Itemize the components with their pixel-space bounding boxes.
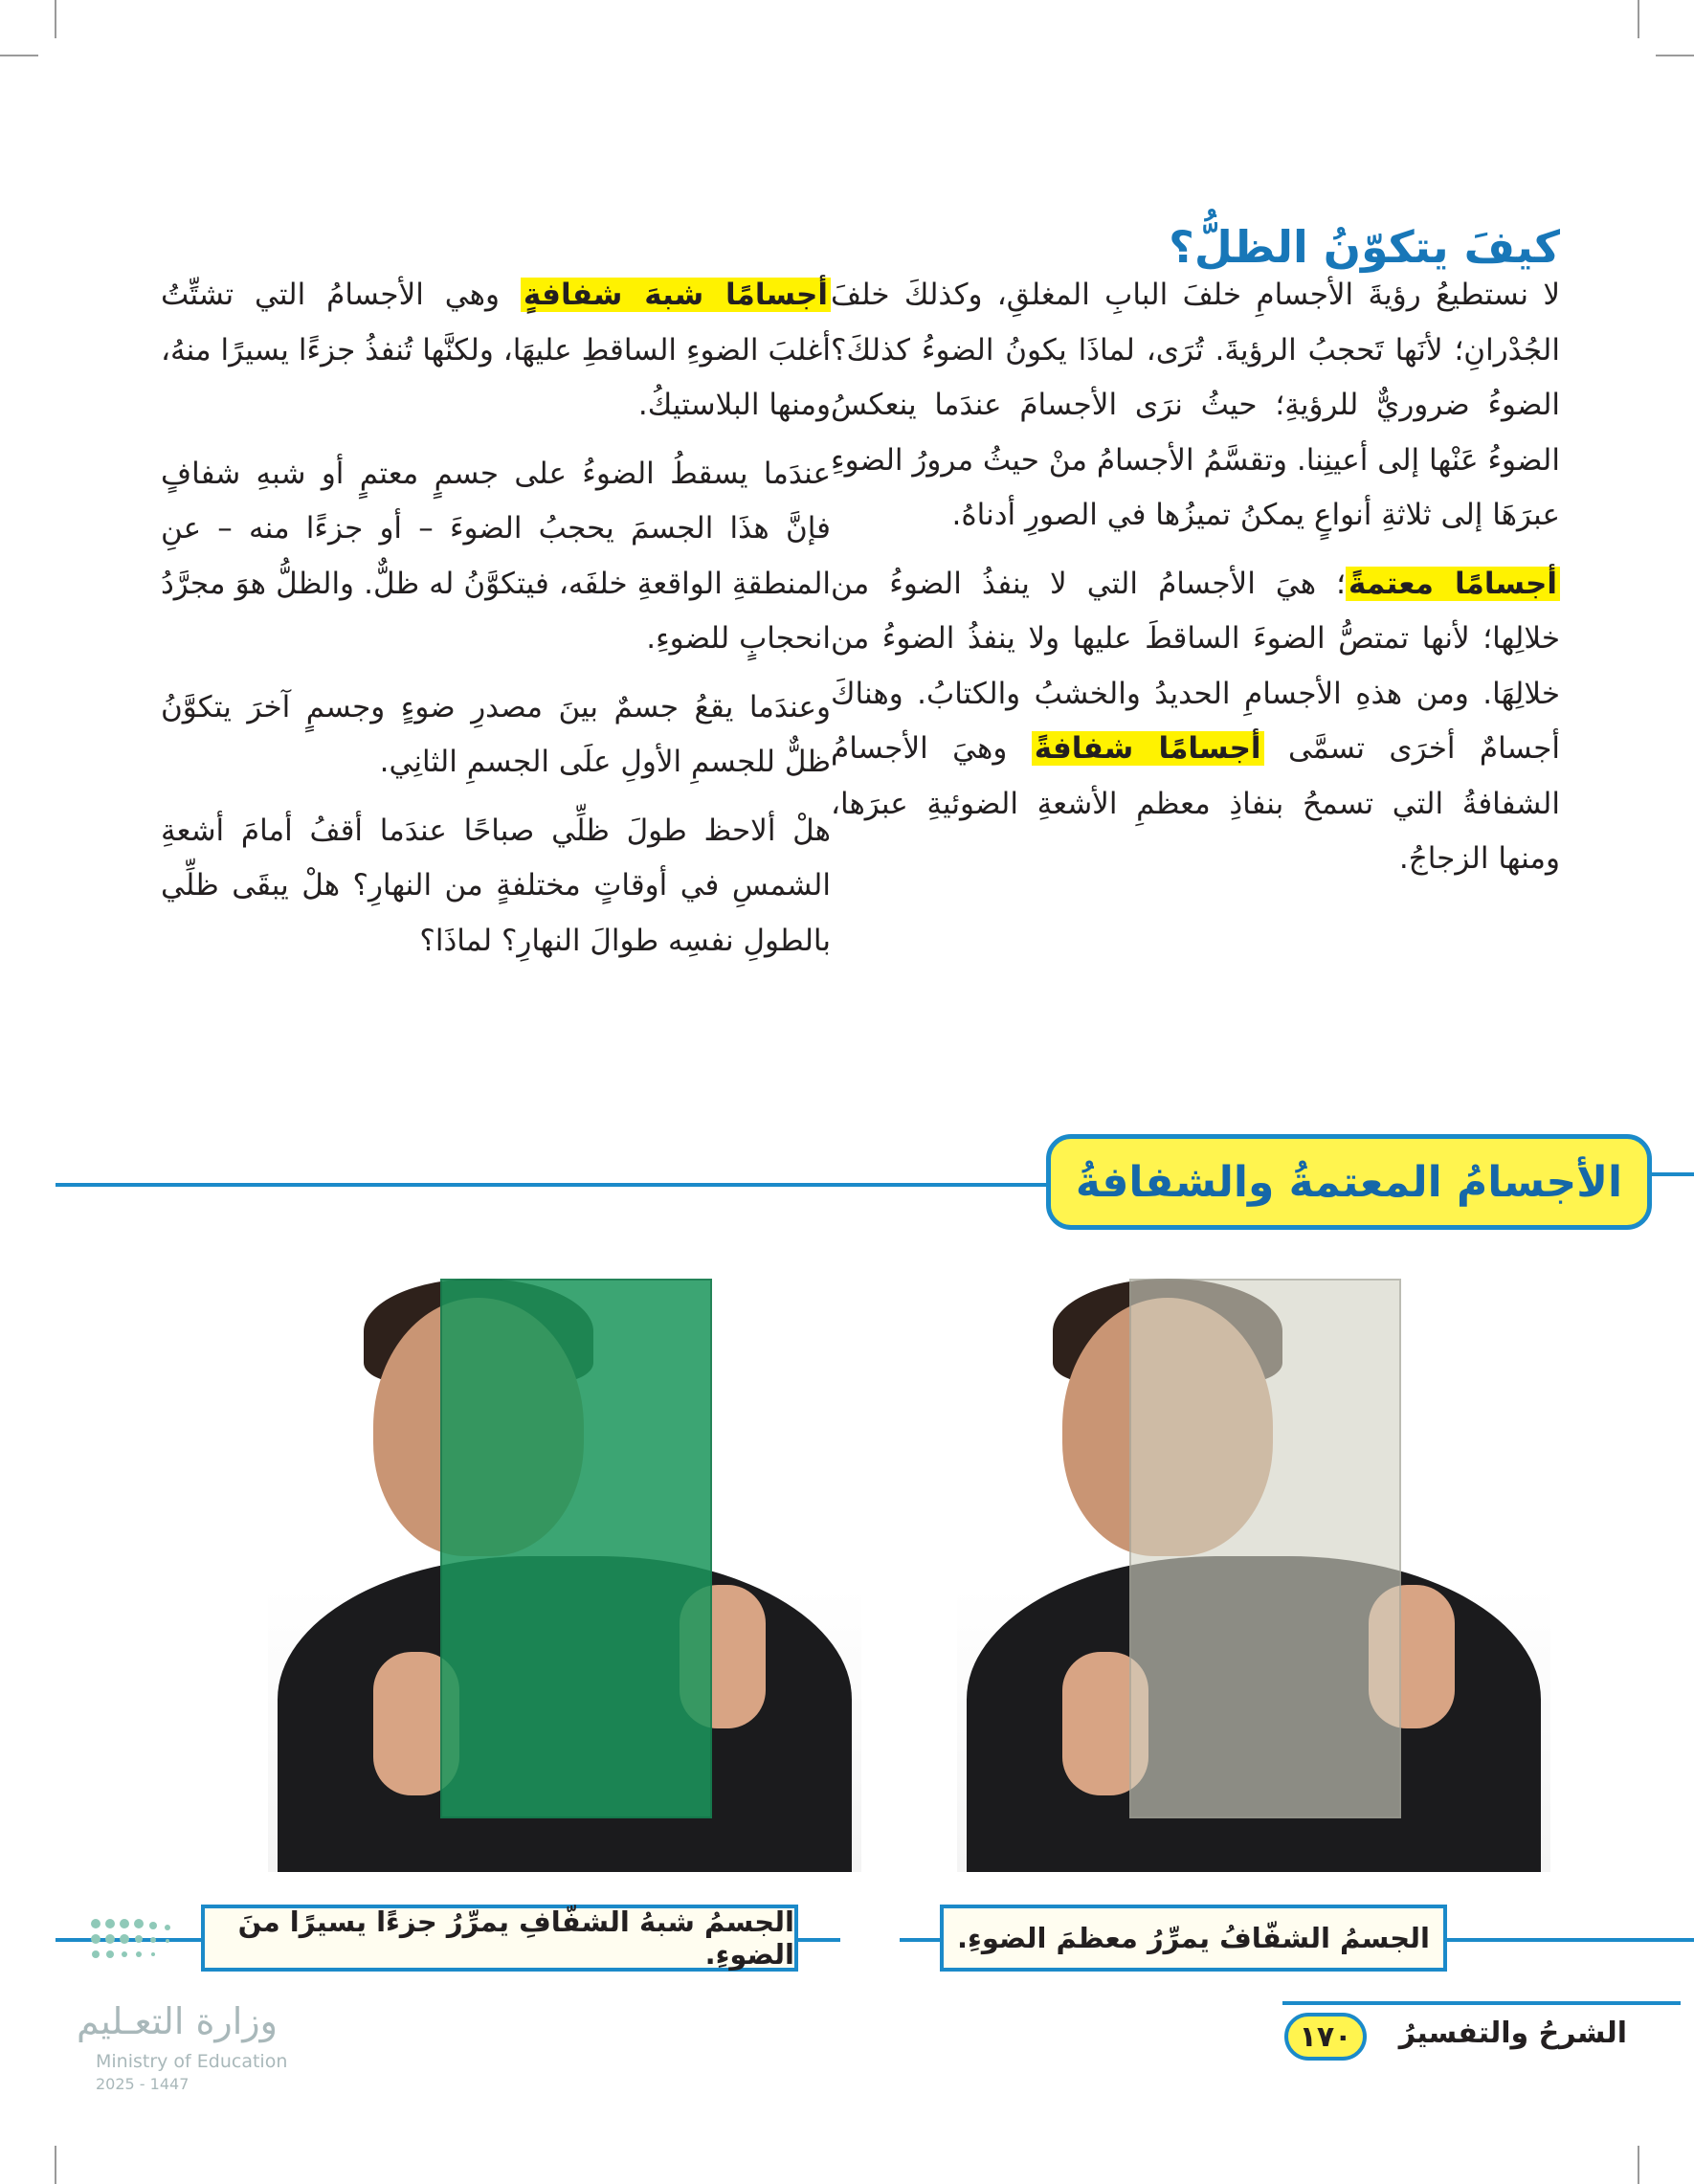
- translucent-sheet: [440, 1279, 712, 1818]
- caption-transparent: [940, 1905, 1447, 1972]
- ministry-logo-dots: [86, 1914, 191, 1962]
- crop-mark: [55, 2146, 56, 2184]
- crop-mark: [1638, 0, 1639, 38]
- term-translucent: أجسامًا شبهَ شفافةٍ: [521, 278, 831, 312]
- term-transparent: أجسامًا شفافةً: [1032, 731, 1264, 766]
- paragraph-question: هلْ ألاحظ طولَ ظلِّي صباحًا عندَما أقفُ أمامَ أشعةِ الشمسِ في أوقاتٍ مختلفةٍ من النهارِ؟ هلْ يبقَى ظلِّي بالطولِ نفسِه طوالَ النهارِ؟ لماذَا؟: [161, 813, 831, 958]
- right-text-column: [831, 268, 1560, 901]
- band-title-text: الأجسامُ المعتمةُ والشفافةُ: [1075, 1157, 1623, 1207]
- caption-translucent: [201, 1905, 798, 1972]
- ministry-year: 2025 - 1447: [96, 2075, 189, 2093]
- caption-translucent-text: الجسمُ شبهُ الشفّافِ يمرِّرُ جزءًا يسيرًا منَ الضوءِ.: [237, 1905, 794, 1971]
- photo-translucent-sheet: [268, 1240, 861, 1872]
- term-opaque: أجسامًا معتمةً: [1346, 567, 1560, 601]
- transparent-sheet: [1129, 1279, 1401, 1818]
- left-text-column: [161, 268, 831, 982]
- paragraph-translucent: [161, 268, 831, 434]
- photo-transparent-sheet: [957, 1240, 1550, 1872]
- band-title: [1046, 1134, 1652, 1230]
- crop-mark: [0, 55, 38, 56]
- paragraph-shadow-object: وعندَما يقعُ جسمٌ بينَ مصدرِ ضوءٍ وجسمٍ آخرَ يتكوَّنُ ظلٌّ للجسمِ الأولِ علَى الجسمِ الثانِي.: [161, 689, 831, 779]
- band-rule: [56, 1183, 1084, 1187]
- ministry-name-arabic: وزارة التعـليم: [77, 2000, 279, 2042]
- paragraph-transparent-text: وهيَ الأجسامُ الشفافةُ التي تسمحُ بنفاذِ معظمِ الأشعةِ الضوئيةِ عبرَها، ومنها الزجاجُ.: [831, 731, 1560, 876]
- page-number: ١٧٠: [1284, 2013, 1367, 2061]
- paragraph-intro: لا نستطيعُ رؤيةَ الأجسامِ خلفَ البابِ المغلقِ، وكذلكَ خلفَ الجُدْرانِ؛ لأنَها تَحجبُ الرؤيةَ. تُرَى، لماذَا يكونُ الضوءُ كذلكَ؟ الضوءُ ضروريٌّ للرؤيةِ؛ حيثُ نرَى الأجسامَ عندَما ينعكسُ الضوءُ عَنْها إلى أعينِنا. وتقسَّمُ الأجسامُ منْ حيثُ مرورُ الضوءِ عبرَهَا إلى ثلاثةِ أنواعٍ يمكنُ تميزُها في الصورِ أدناهُ.: [831, 278, 1560, 532]
- caption-transparent-text: الجسمُ الشفّافُ يمرِّرُ معظمَ الضوءِ.: [957, 1922, 1430, 1954]
- crop-mark: [1656, 55, 1694, 56]
- footer-rule: [1282, 2001, 1681, 2005]
- footer-section-title: الشرحُ والتفسيرُ: [1398, 2017, 1627, 2050]
- ministry-name-english: Ministry of Education: [96, 2051, 288, 2072]
- paragraph-shadow: عندَما يسقطُ الضوءُ على جسمٍ معتمٍ أو شبهِ شفافٍ فإنَّ هذَا الجسمَ يحجبُ الضوءَ – أو جزءًا منه – عنِ المنطقةِ الواقعةِ خلفَه، فيتكوَّنُ له ظلٌّ. والظلُّ هوَ مجرَّدُ انحجابٍ للضوءِ.: [161, 456, 831, 656]
- crop-mark: [1638, 2146, 1639, 2184]
- paragraph-translucent-text: وهي الأجسامُ التي تشتِّتُ أغلبَ الضوءِ الساقطِ عليهَا، ولكنَّها تُنفذُ جزءًا يسيرًا منهُ، ومنها البلاستيكُ.: [161, 278, 831, 422]
- paragraph-opaque: [831, 557, 1560, 887]
- crop-mark: [55, 0, 56, 38]
- paragraph-opaque-text: ؛ هيَ الأجسامُ التي لا ينفذُ الضوءُ من خلالِها؛ لأنها تمتصُّ الضوءَ الساقطَ عليها ولا ينفذُ الضوءُ من خلالِهَا. ومن هذهِ الأجسامِ الحديدُ والخشبُ والكتابُ. وهناكَ أجسامٌ أخرَى تسمَّى: [831, 566, 1560, 766]
- section-heading: كيفَ يتكوّنُ الظلُّ؟: [1169, 220, 1560, 273]
